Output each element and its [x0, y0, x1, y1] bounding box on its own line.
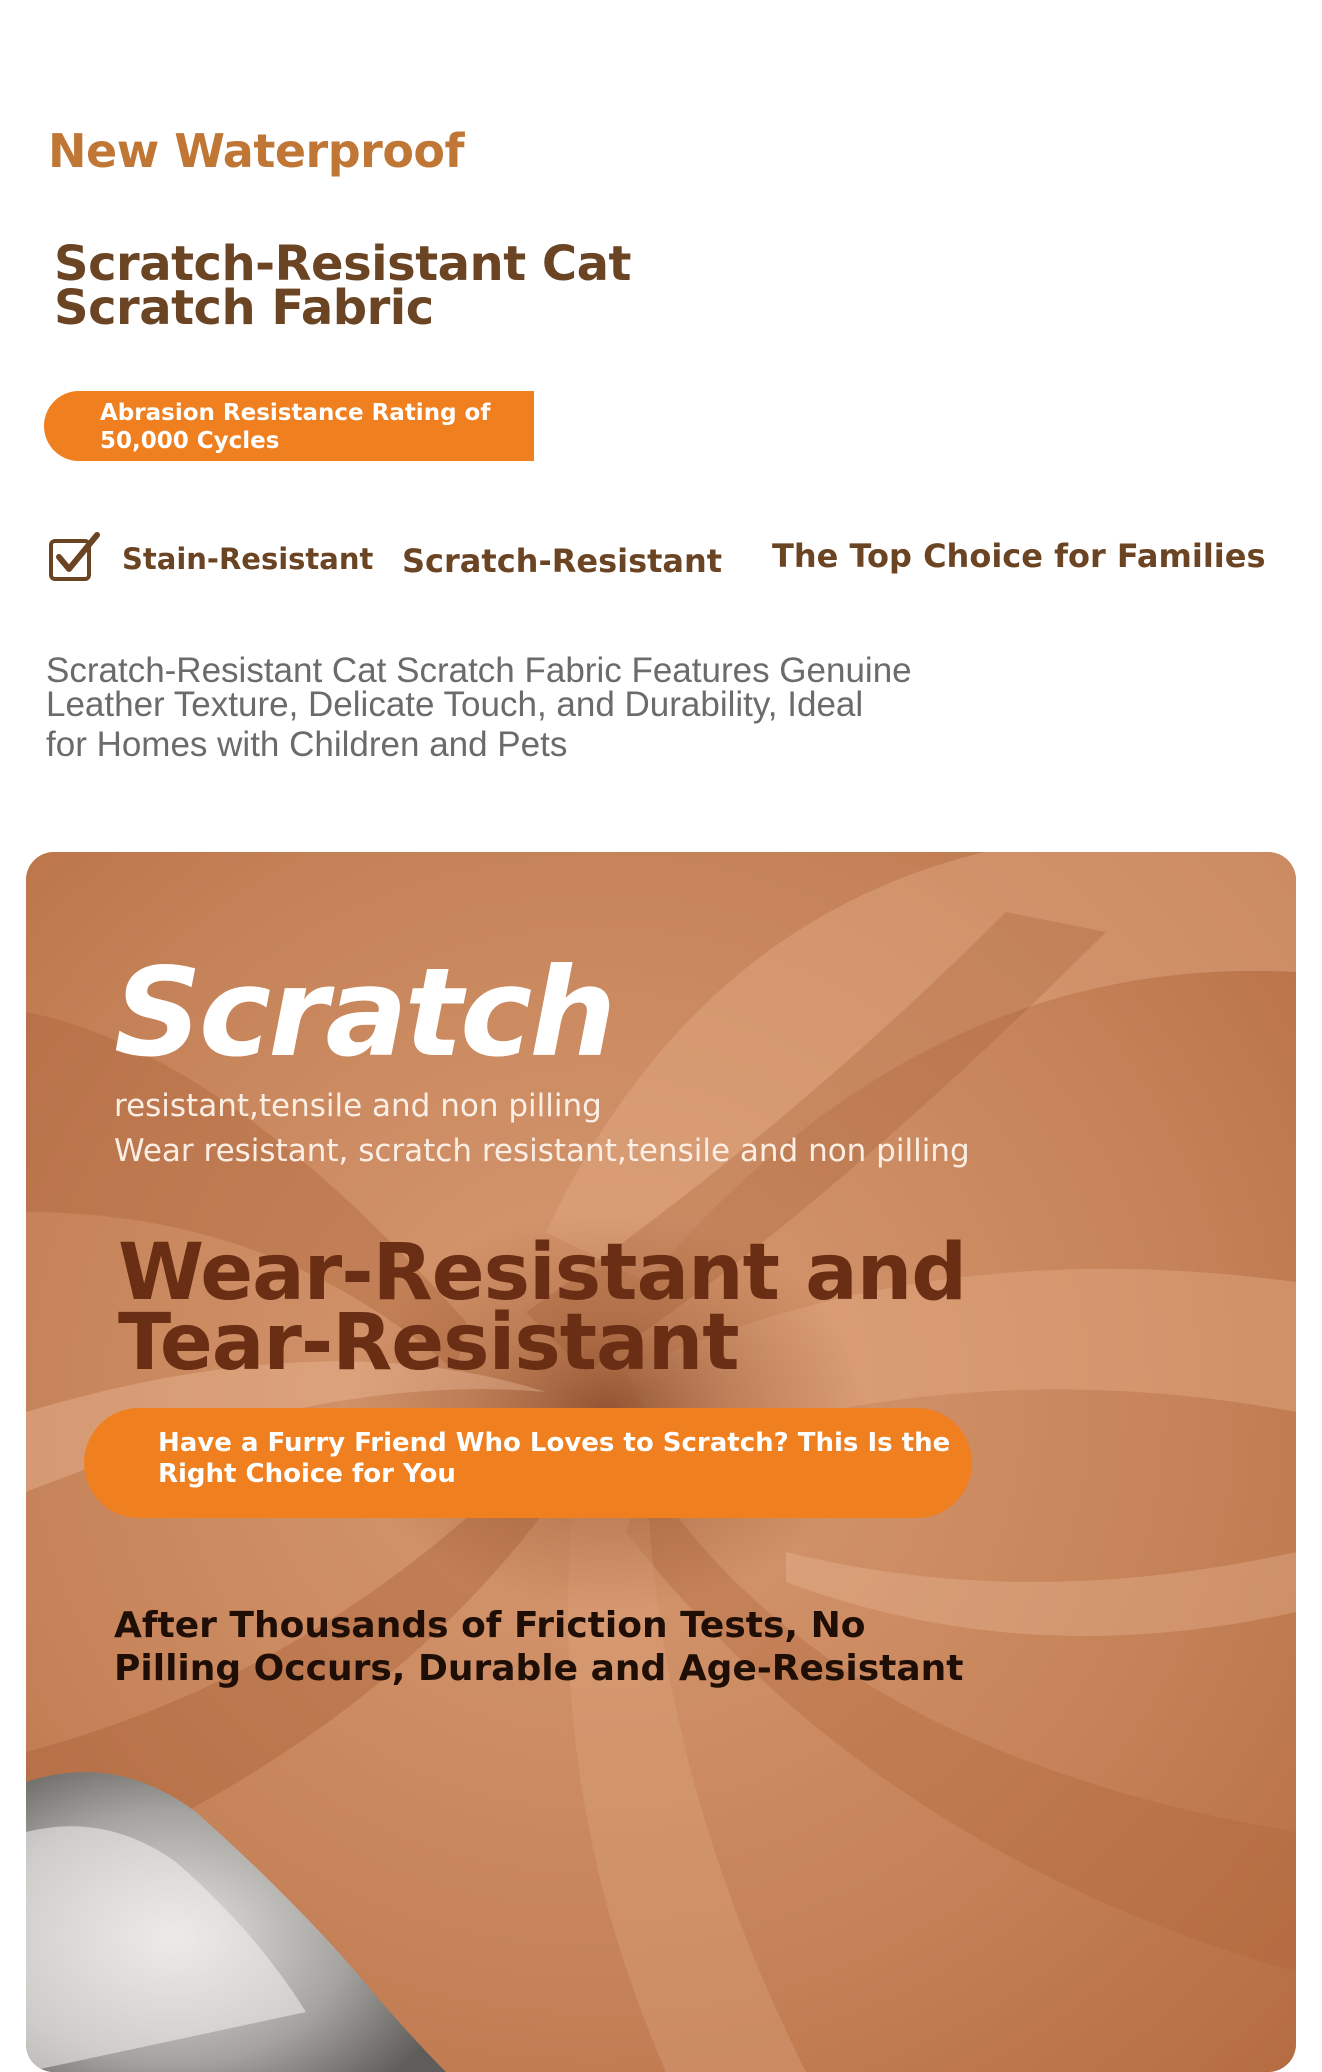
furry-line-2: Right Choice for You — [158, 1459, 456, 1489]
wear-title-line-1: Wear-Resistant and — [118, 1228, 967, 1318]
feature-top-choice-families: The Top Choice for Families — [772, 537, 1266, 575]
description-line-1: Scratch-Resistant Cat Scratch Fabric Features Genuine — [46, 651, 912, 690]
friction-line-1: After Thousands of Friction Tests, No — [114, 1605, 866, 1646]
headline-line-2: Scratch Fabric — [54, 280, 434, 336]
panel-subline-1: resistant,tensile and non pilling — [114, 1088, 602, 1124]
rating-line-1: Abrasion Resistance Rating of — [100, 400, 491, 426]
friction-test-text — [114, 1604, 963, 1690]
product-headline — [54, 236, 774, 336]
scratch-logo-text: Scratch — [114, 942, 614, 1084]
description-line-2: Leather Texture, Delicate Touch, and Durability, Ideal — [46, 685, 864, 724]
wear-resistant-title — [118, 1228, 967, 1388]
tagline: New Waterproof — [48, 124, 465, 178]
furry-friend-badge — [84, 1408, 972, 1518]
rating-line-2: 50,000 Cycles — [100, 428, 280, 454]
abrasion-rating-badge — [44, 391, 534, 461]
feature-scratch-resistant: Scratch-Resistant — [402, 542, 723, 580]
headline-line-1: Scratch-Resistant Cat — [54, 236, 631, 292]
description-line-3: for Homes with Children and Pets — [46, 725, 568, 764]
panel-subline-2: Wear resistant, scratch resistant,tensile and non pilling — [114, 1133, 970, 1169]
furry-line-1: Have a Furry Friend Who Loves to Scratch? This Is the — [158, 1428, 951, 1458]
checkbox-check-icon — [48, 531, 102, 583]
friction-line-2: Pilling Occurs, Durable and Age-Resistant — [114, 1648, 964, 1689]
wear-title-line-2: Tear-Resistant — [118, 1298, 739, 1388]
leather-feature-panel — [26, 852, 1296, 2072]
product-description — [46, 651, 1006, 764]
feature-stain-resistant: Stain-Resistant — [122, 542, 374, 576]
